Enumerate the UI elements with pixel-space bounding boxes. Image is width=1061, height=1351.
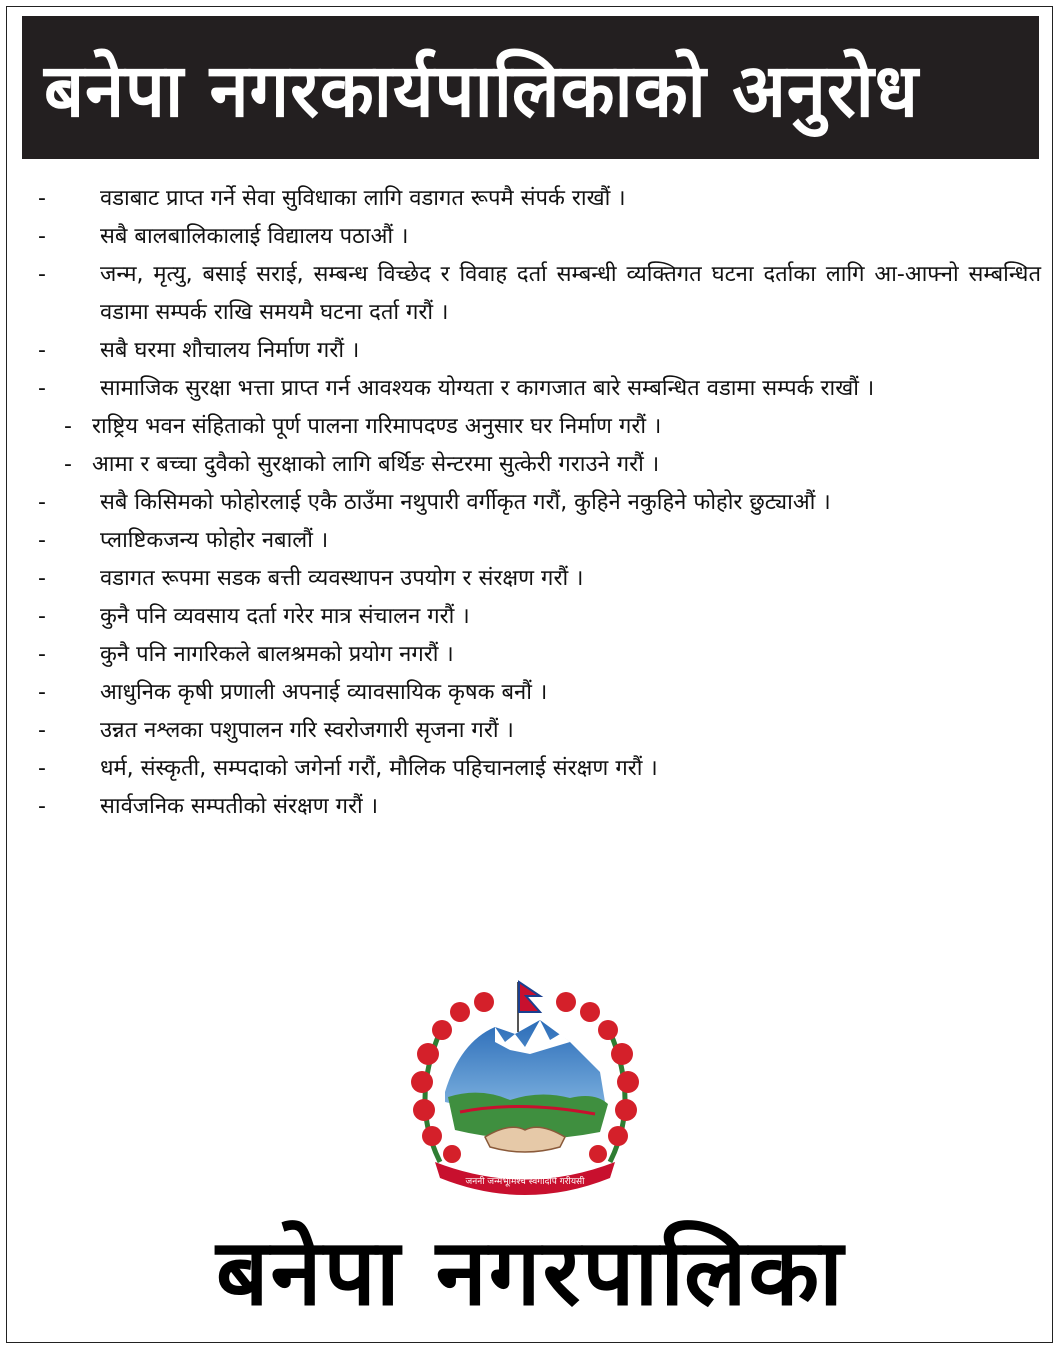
- list-item: [0, 484, 1061, 522]
- footer-title: बनेपा नगरपालिका: [216, 1219, 845, 1326]
- handshake-icon: [485, 1127, 565, 1152]
- list-bullet: -: [38, 376, 46, 401]
- list-item: [0, 370, 1061, 408]
- list-item: [0, 636, 1061, 674]
- header-banner: [22, 16, 1039, 159]
- list-bullet: -: [38, 642, 46, 667]
- list-bullet: -: [64, 452, 72, 477]
- list-item-text: सामाजिक सुरक्षा भत्ता प्राप्त गर्न आवश्यक योग्यता र कागजात बारे सम्बन्धित वडामा सम्पर्क राखौं ।: [100, 376, 875, 401]
- list-bullet: -: [38, 566, 46, 591]
- list-bullet: -: [38, 794, 46, 819]
- list-bullet: -: [38, 528, 46, 553]
- list-item-text: वडागत रूपमा सडक बत्ती व्यवस्थापन उपयोग र संरक्षण गरौं ।: [100, 566, 584, 591]
- list-item-text: धर्म, संस्कृती, सम्पदाको जगेर्ना गरौं, मौलिक पहिचानलाई संरक्षण गरौं ।: [100, 756, 658, 781]
- list-item: [0, 522, 1061, 560]
- list-item: [0, 446, 1061, 484]
- list-item-text: जन्म, मृत्यु, बसाई सराई, सम्बन्ध विच्छेद र विवाह दर्ता सम्बन्धी व्यक्तिगत घटना दर्ताका लागि आ-आफ्नो सम्बन्धित वडामा सम्पर्क राखि समयमै घटना दर्ता गरौं ।: [100, 262, 1041, 325]
- list-item: [0, 750, 1061, 788]
- list-bullet: -: [38, 186, 46, 211]
- request-list: [0, 180, 1061, 826]
- nepal-emblem-icon: [400, 972, 650, 1197]
- list-item: [0, 712, 1061, 750]
- list-bullet: -: [64, 414, 72, 439]
- list-item: [0, 256, 1061, 332]
- list-item-text: सार्वजनिक सम्पतीको संरक्षण गरौं ।: [100, 794, 379, 819]
- list-item-text: कुनै पनि नागरिकले बालश्रमको प्रयोग नगरौं ।: [100, 642, 454, 667]
- list-item: [0, 408, 1061, 446]
- list-bullet: -: [38, 338, 46, 363]
- list-item-text: सबै किसिमको फोहोरलाई एकै ठाउँमा नथुपारी वर्गीकृत गरौं, कुहिने नकुहिने फोहोर छुट्याऔं ।: [100, 490, 831, 515]
- list-item-text: सबै बालबालिकालाई विद्यालय पठाऔं ।: [100, 224, 409, 249]
- page-title: बनेपा नगरकार्यपालिकाको अनुरोध: [44, 48, 919, 134]
- list-bullet: -: [38, 262, 46, 287]
- list-item: [0, 674, 1061, 712]
- motto-ribbon: [435, 1162, 615, 1195]
- list-bullet: -: [38, 490, 46, 515]
- list-bullet: -: [38, 718, 46, 743]
- list-bullet: -: [38, 756, 46, 781]
- list-item: [0, 218, 1061, 256]
- list-item-text: कुनै पनि व्यवसाय दर्ता गरेर मात्र संचालन गरौं ।: [100, 604, 470, 629]
- list-bullet: -: [38, 604, 46, 629]
- emblem-motto: जननी जन्मभूमिश्च स्वर्गादपि गरीयसी: [465, 1177, 585, 1187]
- list-item: [0, 598, 1061, 636]
- list-item: [0, 180, 1061, 218]
- list-item-text: उन्नत नश्लका पशुपालन गरि स्वरोजगारी सृजना गरौं ।: [100, 718, 514, 743]
- list-item-text: आमा र बच्चा दुवैको सुरक्षाको लागि बर्थिङ सेन्टरमा सुत्केरी गराउने गरौं ।: [92, 452, 660, 477]
- list-item-text: वडाबाट प्राप्त गर्ने सेवा सुविधाका लागि वडागत रूपमै संपर्क राखौं ।: [100, 186, 626, 211]
- list-item: [0, 788, 1061, 826]
- list-item-text: सबै घरमा शौचालय निर्माण गरौं ।: [100, 338, 360, 363]
- list-item-text: प्लाष्टिकजन्य फोहोर नबालौं ।: [100, 528, 329, 553]
- list-item-text: राष्ट्रिय भवन संहिताको पूर्ण पालना गरिमापदण्ड अनुसार घर निर्माण गरौं ।: [92, 414, 662, 439]
- list-item-text: आधुनिक कृषी प्रणाली अपनाई व्यावसायिक कृषक बनौं ।: [100, 680, 548, 705]
- list-bullet: -: [38, 680, 46, 705]
- list-item: [0, 332, 1061, 370]
- list-bullet: -: [38, 224, 46, 249]
- list-item: [0, 560, 1061, 598]
